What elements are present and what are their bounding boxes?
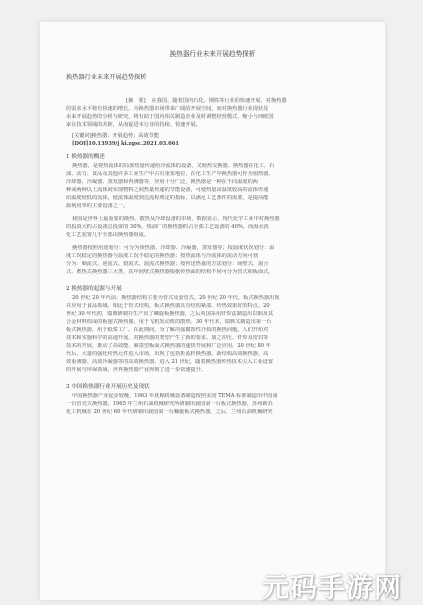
- paragraph-line: 板式换热器，用于纸浆工厂。在此期间，为了解决强腐蚀性介质的换热问题，人们开始对: [66, 327, 269, 333]
- paragraph-line: 世纪 30 年代初，瑞典研制并生产出了螺旋板换热器，之后英国采用钎焊法制造出以铜及其: [66, 311, 274, 317]
- paragraph-line: 给温度较低的流体，使流体温度到达流程规定的指标，以满足工艺条件的需要，是提高能: [66, 195, 269, 201]
- paragraph-line: 代后，大量的强化传热元件进入市场，出现了包括折流杆换热器、新结构高效换热器、高: [66, 351, 269, 357]
- paragraph-line: 油、动力、食品及其他许多工业生产中占有重要地位，在化工生产中换热器可作为加热器、: [66, 171, 274, 177]
- keywords: [关键词]换热器；开展趋势；高效节能: [72, 133, 160, 139]
- paragraph-line: 换热器，是将热流体的局部热量传递给冷流体的设备，又称热交换器。换热器在化工，石: [72, 163, 275, 169]
- paragraph-line: 技术和实施科学的高速开展，对换热器的类型产生了新的要求。加之冲压、钎焊及密封等: [66, 335, 269, 341]
- paragraph-line: 度工况稳定的换热器与温度工况不稳定的换热器；按热流体与冷流体的流动方向可划: [66, 253, 258, 259]
- paragraph-line: 效重沸器、高效冷凝器等的高效换热器。进入 21 世纪，随着换热器传热技术引入工业设置: [66, 359, 274, 365]
- section-heading: 2 换热器的起源与开展: [66, 286, 122, 292]
- paragraph-line: 中国换热器产业起步较晚，1963 年抚顺机械设备制造按照美国 TEMA 标准制造出中国第: [72, 393, 278, 399]
- paragraph-line: 20 世纪 20 年代前，换热器结构主要为管式及套管式。20 世纪 20 年代，板式换热器出现: [72, 295, 280, 301]
- document-page: [40, 22, 385, 600]
- abstract-line: 家在技术领域的差距，从而促进本行业的持续、快速开展。: [66, 122, 201, 128]
- paragraph-line: 冷却器、冷凝器、蒸发器和再沸器等，应用十分广泛。换热器是一种在不同温度的两: [66, 179, 258, 185]
- doi: [DOI]10.13939/j ki.zgsc.2021.03.061: [72, 141, 179, 147]
- abstract-label: [摘 要]: [126, 98, 146, 104]
- paragraph-line: 并应用于食品领域。相比于管式结构，板式换热器具有结构紧凑、传热效果好的特点。20: [66, 303, 270, 309]
- paragraph-line: 源利用率的主要设备之一。: [66, 203, 129, 209]
- document-subtitle: 换热器行业未来开展趋势探析: [66, 74, 147, 81]
- paragraph-line: 分为：顺流式、逆流式、错流式、混流式换热器；按传送热量的方法划分：间壁式、混合: [66, 261, 269, 267]
- paragraph-line: 的投资大约占设备总投资的 30%，炼油厂的换热器约占全部工艺设备的 40%，而海水淡: [66, 224, 269, 230]
- abstract-line: 的需求水平将有快速的增长。为换热器市场带来广阔的开展空间，而对换热器行业现状及: [66, 106, 269, 112]
- abstract-line: 未来开展趋势的分析与研究，将有助于国内相关制造企业及时调整经营模式，缩小与西欧国: [66, 114, 274, 120]
- section-heading: 3 中国换热器行业开展历史及现状: [66, 384, 150, 390]
- paragraph-line: 的开展与环保领域，世界换热器产业得到了进一步快速提升。: [66, 367, 207, 373]
- abstract-line: [摘 要] 在我国，随着国内石化、钢铁等行业的快速开展，对换热器: [126, 98, 287, 104]
- paragraph-line: 化工机械在 20 世纪 60 年代研制出我国第一台螺旋板式换热器。之后，兰州石油机械研究: [66, 409, 273, 415]
- site-watermark: 元码手游网: [262, 573, 402, 604]
- document-title: 换热器行业未来开展趋势探析: [169, 50, 256, 58]
- paragraph-line: 我国是世界上最重要的换热、散热及冷却设备的市场，数据显示，现代化学工业中对换热器: [72, 216, 280, 222]
- paragraph-line: 式、蓄热式换热器三大类，其中间壁式换热器根据传热面的结构不同可分为管式和板面式。: [66, 269, 274, 275]
- section-heading: 1 换热器的概述: [66, 154, 105, 160]
- paragraph-line: 技术的开展，推动了高效能、紧凑型板面式换热器的遂快开展和广泛应用。20 世纪 80 年: [66, 343, 271, 349]
- paragraph-line: 一台管壳式换热器，1965 年兰州石油机械研究所研制出我国第一台板式换热器，苏州新苏: [66, 401, 273, 407]
- paragraph-line: 种或两种以上流体间实现物料之间热量传递的节能设备，可使热量由温度较高的流体传递: [66, 187, 269, 193]
- paragraph-line: 化工艺装置几乎全部由换热器组成。: [66, 232, 150, 238]
- paragraph-line: 换热器按照用途划分：可分为预热器、冷却器、冷凝器、蒸发器等；按温度状况划分：温: [72, 245, 275, 251]
- paragraph-line: 合金材料构成的板翅式换热器，用于飞机发动机的散热。30 年代末，瑞典又制造出第一台: [66, 319, 272, 325]
